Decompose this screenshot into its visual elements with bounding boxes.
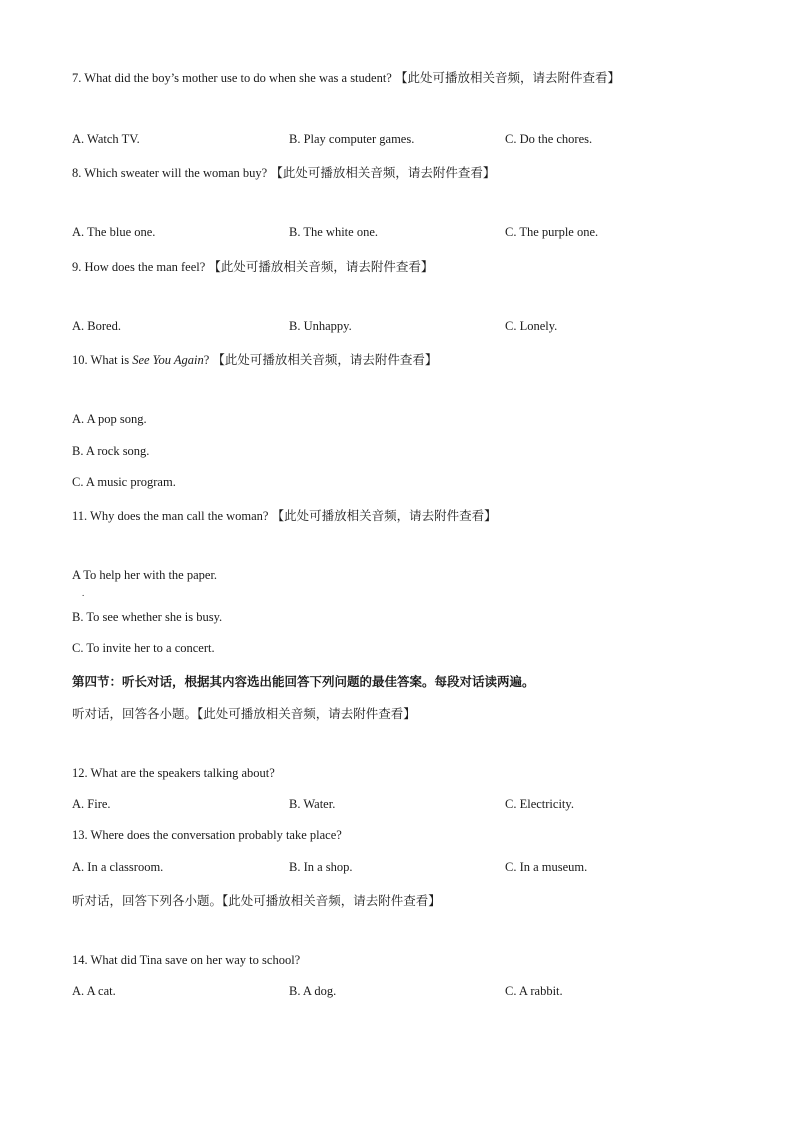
audio-note[interactable]: 【此处可播放相关音频，请去附件查看】 bbox=[394, 70, 620, 85]
question-text: 7. What did the boy’s mother use to do when she was a student? bbox=[72, 71, 392, 85]
section-4-intro-2[interactable]: 听对话，回答下列各小题。【此处可播放相关音频，请去附件查看】 bbox=[72, 893, 441, 908]
question-8 bbox=[72, 163, 495, 181]
q13-option-a: A. In a classroom. bbox=[72, 860, 164, 874]
q12-option-c: C. Electricity. bbox=[505, 797, 574, 811]
q11-option-b: B. To see whether she is busy. bbox=[72, 610, 223, 624]
question-text: 9. How does the man feel? bbox=[72, 260, 206, 274]
q14-option-b: B. A dog. bbox=[289, 984, 337, 998]
question-7 bbox=[72, 68, 620, 86]
audio-note[interactable]: 【此处可播放相关音频，请去附件查看】 bbox=[208, 259, 434, 274]
question-9 bbox=[72, 257, 433, 275]
q14-option-c: C. A rabbit. bbox=[505, 984, 563, 998]
q10-option-a: A. A pop song. bbox=[72, 412, 147, 426]
q7-option-c: C. Do the chores. bbox=[505, 132, 593, 146]
q9-option-a: A. Bored. bbox=[72, 319, 121, 333]
q13-option-b: B. In a shop. bbox=[289, 860, 353, 874]
audio-note[interactable]: 【此处可播放相关音频，请去附件查看】 bbox=[212, 352, 438, 367]
question-prefix: 10. What is bbox=[72, 353, 130, 367]
q8-option-c: C. The purple one. bbox=[505, 225, 599, 239]
question-suffix: ? bbox=[203, 353, 210, 367]
stray-dot: . bbox=[82, 588, 85, 598]
q11-option-a: A To help her with the paper. bbox=[72, 568, 218, 582]
audio-note[interactable]: 【此处可播放相关音频，请去附件查看】 bbox=[270, 165, 496, 180]
q14-option-a: A. A cat. bbox=[72, 984, 116, 998]
q13-option-c: C. In a museum. bbox=[505, 860, 588, 874]
q9-option-c: C. Lonely. bbox=[505, 319, 558, 333]
q8-option-b: B. The white one. bbox=[289, 225, 378, 239]
section-4-intro-1[interactable]: 听对话，回答各小题。【此处可播放相关音频，请去附件查看】 bbox=[72, 706, 416, 721]
q12-option-b: B. Water. bbox=[289, 797, 336, 811]
question-14: 14. What did Tina save on her way to school? bbox=[72, 953, 301, 967]
question-12: 12. What are the speakers talking about? bbox=[72, 766, 275, 780]
q10-option-b: B. A rock song. bbox=[72, 444, 150, 458]
question-13: 13. Where does the conversation probably take place? bbox=[72, 828, 342, 842]
q10-option-c: C. A music program. bbox=[72, 475, 176, 489]
q12-option-a: A. Fire. bbox=[72, 797, 111, 811]
section-4-heading: 第四节：听长对话，根据其内容选出能回答下列问题的最佳答案。每段对话读两遍。 bbox=[72, 674, 535, 689]
question-text: 8. Which sweater will the woman buy? bbox=[72, 166, 268, 180]
q11-option-c: C. To invite her to a concert. bbox=[72, 641, 215, 655]
question-11 bbox=[72, 506, 497, 524]
q7-option-a: A. Watch TV. bbox=[72, 132, 140, 146]
q8-option-a: A. The blue one. bbox=[72, 225, 156, 239]
q9-option-b: B. Unhappy. bbox=[289, 319, 352, 333]
song-title: See You Again bbox=[132, 353, 204, 367]
question-10 bbox=[72, 350, 437, 368]
audio-note[interactable]: 【此处可播放相关音频，请去附件查看】 bbox=[271, 508, 497, 523]
question-text: 11. Why does the man call the woman? bbox=[72, 509, 269, 523]
q7-option-b: B. Play computer games. bbox=[289, 132, 415, 146]
